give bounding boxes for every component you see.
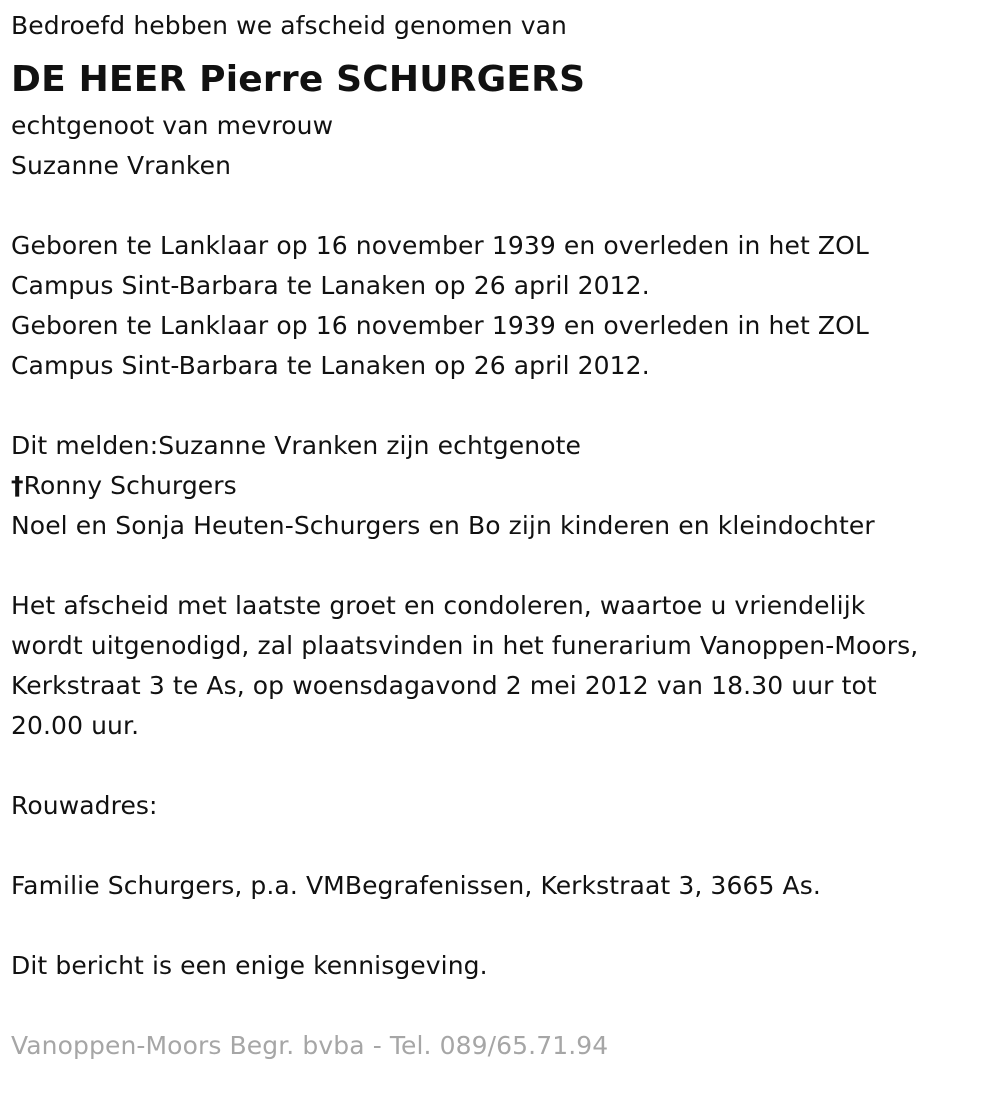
footer-undertaker: Vanoppen-Moors Begr. bvba - Tel. 089/65.71.94 bbox=[11, 1031, 609, 1060]
birth-death-line: Campus Sint-Barbara te Lanaken op 26 april 2012. bbox=[11, 351, 650, 380]
deceased-name: DE HEER Pierre SCHURGERS bbox=[11, 59, 586, 100]
announcer-name: Ronny Schurgers bbox=[23, 471, 237, 500]
announcers-line-1: Dit melden:Suzanne Vranken zijn echtgenote bbox=[11, 431, 581, 460]
farewell-line: 20.00 uur. bbox=[11, 711, 140, 740]
spouse-line-2: Suzanne Vranken bbox=[11, 151, 232, 180]
spouse-line-1: echtgenoot van mevrouw bbox=[11, 111, 334, 140]
spacer bbox=[11, 906, 991, 946]
spacer bbox=[11, 746, 991, 786]
closing-text: Dit bericht is een enige kennisgeving. bbox=[11, 951, 488, 980]
farewell-line: Kerkstraat 3 te As, op woensdagavond 2 mei 2012 van 18.30 uur tot bbox=[11, 671, 877, 700]
birth-death-line: Campus Sint-Barbara te Lanaken op 26 april 2012. bbox=[11, 271, 650, 300]
spacer bbox=[11, 186, 991, 226]
announcers-line-2 bbox=[11, 466, 991, 506]
farewell-line: wordt uitgenodigd, zal plaatsvinden in het funerarium Vanoppen-Moors, bbox=[11, 631, 919, 660]
spacer bbox=[11, 986, 991, 1026]
mourning-address: Familie Schurgers, p.a. VMBegrafenissen, Kerkstraat 3, 3665 As. bbox=[11, 871, 821, 900]
farewell-line: Het afscheid met laatste groet en condoleren, waartoe u vriendelijk bbox=[11, 591, 866, 620]
spacer bbox=[11, 826, 991, 866]
announcers-line-3: Noel en Sonja Heuten-Schurgers en Bo zijn kinderen en kleindochter bbox=[11, 511, 875, 540]
birth-death-line: Geboren te Lanklaar op 16 november 1939 en overleden in het ZOL bbox=[11, 231, 869, 260]
cross-icon: † bbox=[11, 471, 24, 500]
spacer bbox=[11, 386, 991, 426]
intro-text: Bedroefd hebben we afscheid genomen van bbox=[11, 11, 567, 40]
death-notice bbox=[11, 6, 991, 1066]
mourning-address-label: Rouwadres: bbox=[11, 791, 158, 820]
birth-death-line: Geboren te Lanklaar op 16 november 1939 en overleden in het ZOL bbox=[11, 311, 869, 340]
spacer bbox=[11, 546, 991, 586]
